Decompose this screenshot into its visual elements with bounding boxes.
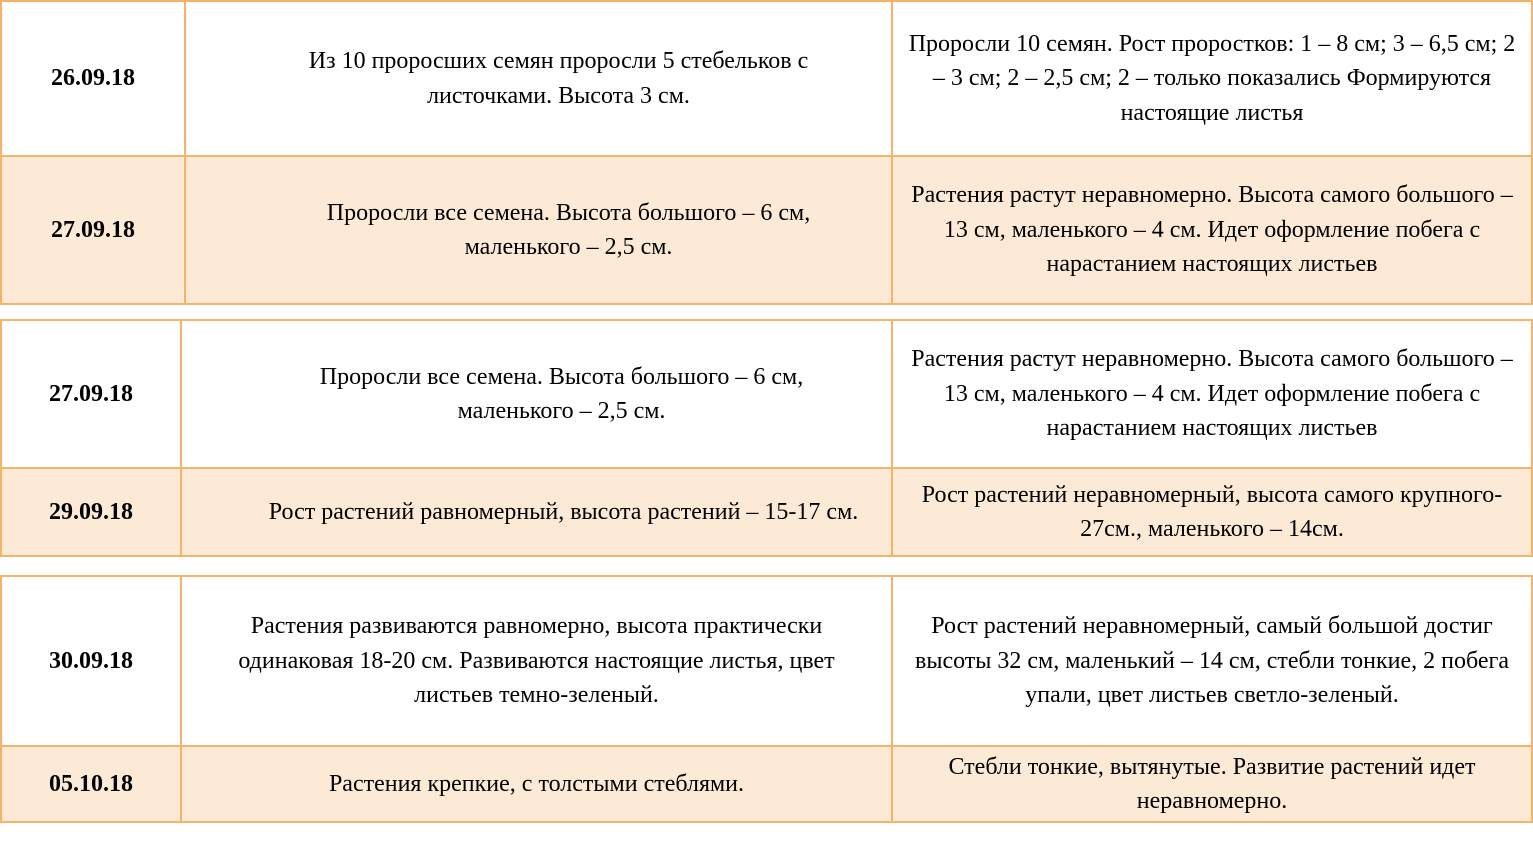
experiment-observation-cell: Рост растений неравномерный, самый большой достиг высоты 32 см, маленький – 14 см, стебли тонкие, 2 побега упали, цвет листьев светло-зеленый. [914, 613, 1510, 709]
control-observation-cell: Проросли все семена. Высота большого – 6 см, маленького – 2,5 см. [182, 321, 893, 467]
table-row [2, 2, 1531, 155]
control-observation-cell: Проросли все семена. Высота большого – 6 см, маленького – 2,5 см. [186, 157, 893, 303]
date-cell: 26.09.18 [2, 2, 186, 155]
table-row [2, 321, 1531, 467]
date-cell: 27.09.18 [2, 321, 182, 467]
control-observation-cell: Растения крепкие, с толстыми стеблями. [182, 747, 893, 821]
observation-table-1 [0, 0, 1533, 305]
date-cell: 05.10.18 [2, 747, 182, 821]
experiment-observation-cell: Стебли тонкие, вытянутые. Развитие растений идет неравномерно. [948, 753, 1476, 814]
table-row [2, 155, 1531, 303]
date-cell: 30.09.18 [2, 577, 182, 745]
control-observation-cell: Рост растений равномерный, высота растений – 15-17 см. [182, 469, 893, 555]
date-cell: 27.09.18 [2, 157, 186, 303]
experiment-observation-cell: Рост растений неравномерный, высота самого крупного- 27см., маленького – 14см. [921, 481, 1503, 542]
observation-table-3 [0, 575, 1533, 823]
experiment-observation-cell: Растения растут неравномерно. Высота самого большого – 13 см, маленького – 4 см. Идет оформление побега с нарастанием настоящих листьев [911, 346, 1513, 442]
table-row [2, 745, 1531, 821]
experiment-observation-cell: Проросли 10 семян. Рост проростков: 1 – 8 см; 3 – 6,5 см; 2 – 3 см; 2 – 2,5 см; 2 – только показались Формируются настоящие листья [908, 30, 1516, 126]
control-observation-cell: Из 10 проросших семян проросли 5 стебельков с листочками. Высота 3 см. [186, 2, 893, 155]
date-cell: 29.09.18 [2, 469, 182, 555]
observation-table-2 [0, 319, 1533, 557]
table-row [2, 467, 1531, 555]
table-row [2, 577, 1531, 745]
control-observation-cell: Растения развиваются равномерно, высота практически одинаковая 18-20 см. Развиваются настоящие листья, цвет листьев темно-зеленый. [182, 577, 893, 745]
experiment-observation-cell: Растения растут неравномерно. Высота самого большого – 13 см, маленького – 4 см. Идет оформление побега с нарастанием настоящих листьев [911, 182, 1513, 278]
